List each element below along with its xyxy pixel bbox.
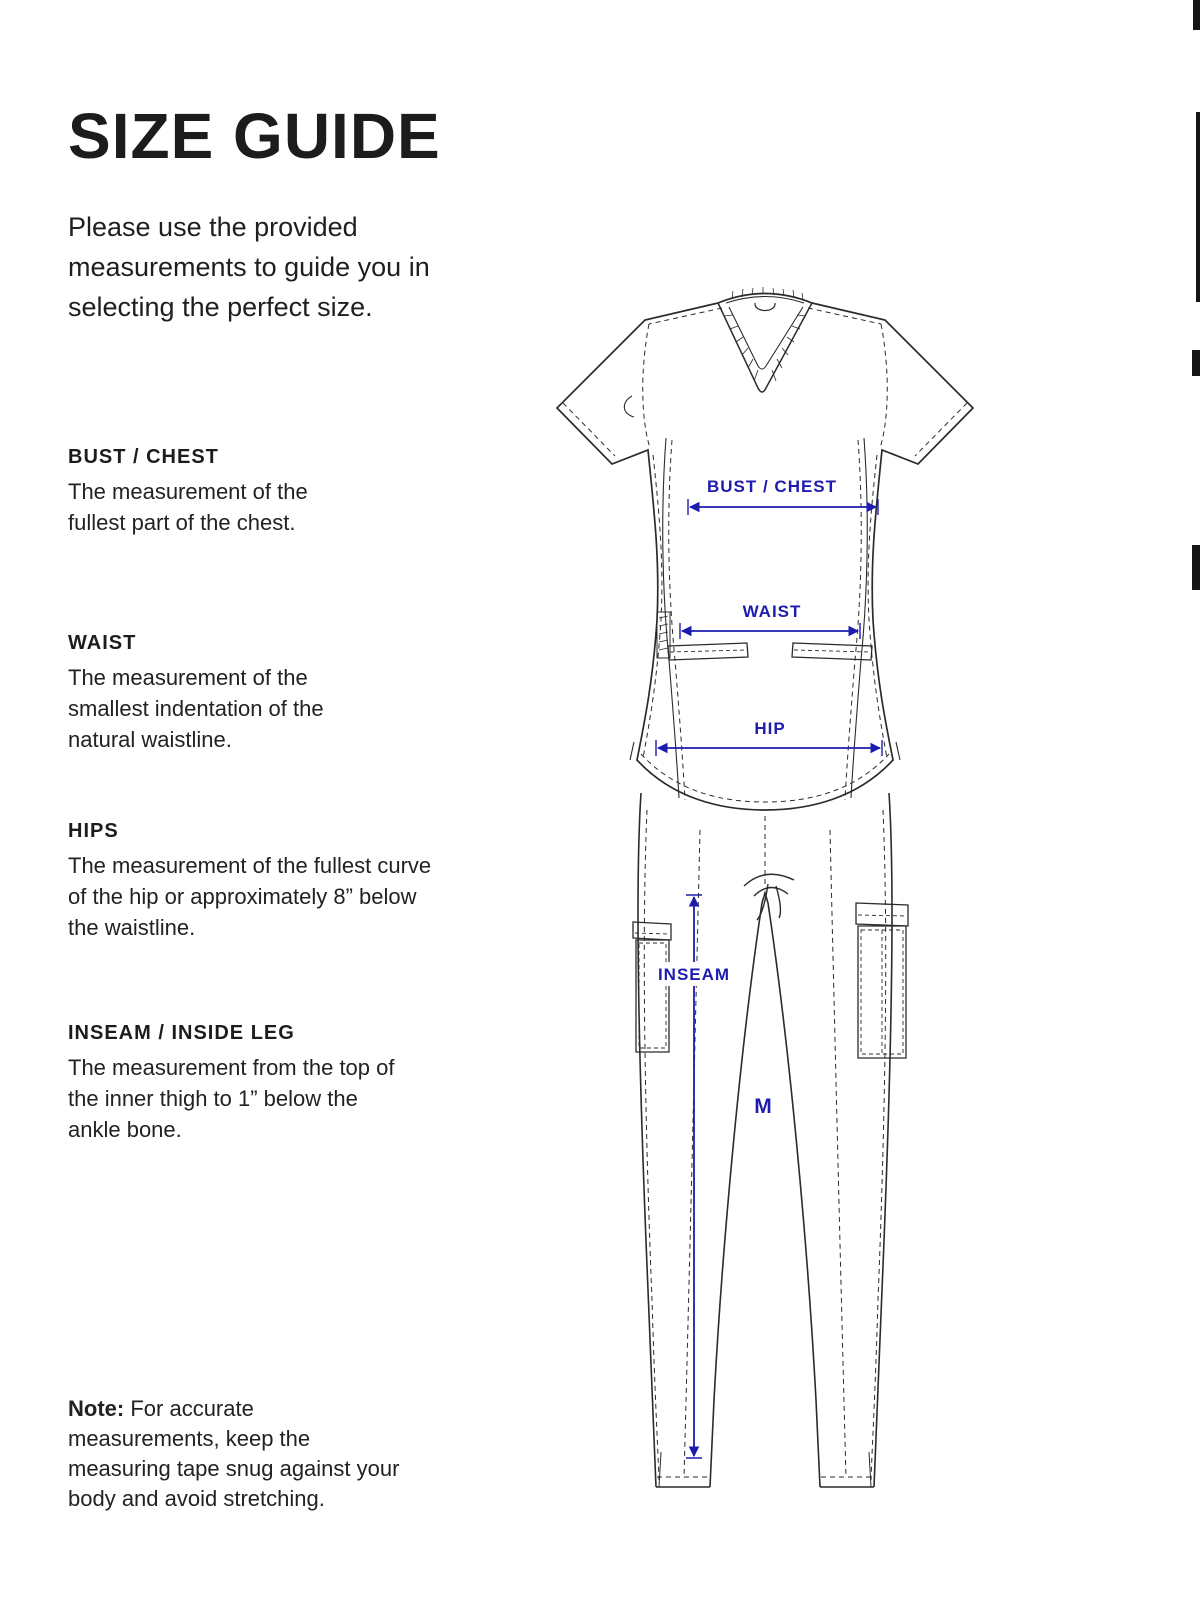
section-heading: INSEAM / INSIDE LEG (68, 1022, 295, 1044)
section-heading: HIPS (68, 820, 119, 842)
page-edge-artifact (1192, 350, 1200, 376)
inseam-measure-label: INSEAM (657, 965, 731, 984)
section-body: The measurement of the fullest part of the chest. (68, 479, 308, 535)
section-heading: BUST / CHEST (68, 446, 219, 468)
size-letter-label: M (754, 1095, 772, 1118)
note-label: Note: (68, 1396, 125, 1421)
page-title: SIZE GUIDE (68, 99, 441, 172)
page-edge-artifact (1193, 0, 1200, 30)
note-body: For accurate measurements, keep the measuring tape snug against your body and avoid stretching. (68, 1396, 400, 1511)
section-heading: WAIST (68, 632, 137, 654)
page-edge-artifact (1196, 112, 1200, 302)
hip-measure-label: HIP (754, 719, 786, 738)
section-body: The measurement of the smallest indentation of the natural waistline. (68, 665, 324, 752)
intro-text: Please use the provided measurements to guide you in selecting the perfect size. (68, 212, 430, 322)
scrub-pants-drawing (633, 793, 908, 1487)
bust-measure-label: BUST / CHEST (706, 477, 838, 496)
page-edge-artifact (1192, 545, 1200, 590)
waist-measure-label: WAIST (742, 602, 802, 621)
section-body: The measurement of the fullest curve of the hip or approximately 8” below the waistline. (68, 853, 432, 940)
section-body: The measurement from the top of the inner thigh to 1” below the ankle bone. (68, 1055, 395, 1142)
